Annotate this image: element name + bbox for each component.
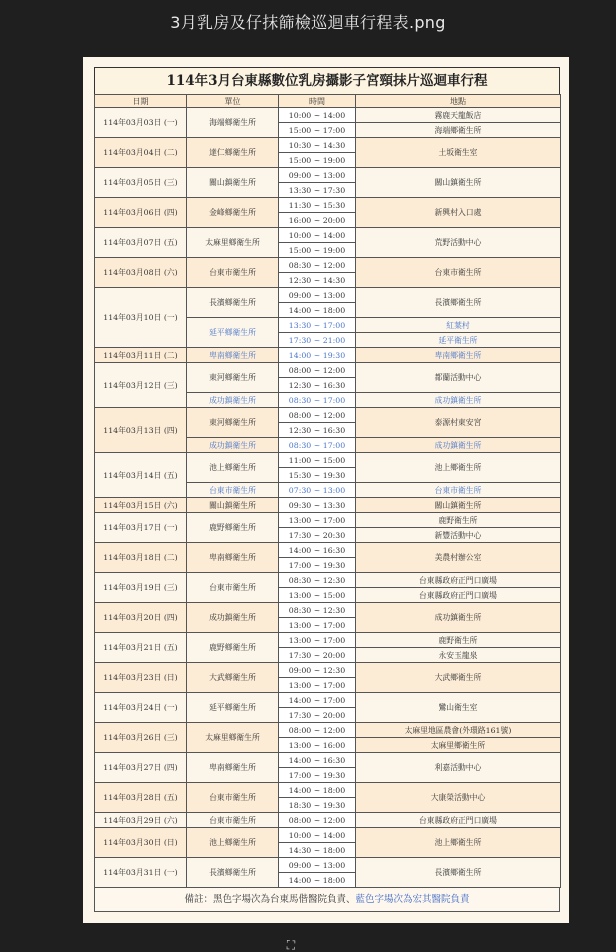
table-row <box>95 258 561 273</box>
place-cell: 海端鄉衛生所 <box>356 123 561 138</box>
table-row <box>95 693 561 708</box>
date-cell: 114年03月29日 (六) <box>95 813 187 828</box>
time-cell: 07:30 ~ 13:00 <box>279 483 356 498</box>
time-cell: 08:30 ~ 17:00 <box>279 393 356 408</box>
table-header-row <box>95 95 561 108</box>
unit-cell: 台東市衛生所 <box>187 573 279 603</box>
time-cell: 08:30 ~ 17:00 <box>279 438 356 453</box>
place-cell: 池上鄉衛生所 <box>356 828 561 858</box>
date-cell: 114年03月14日 (五) <box>95 453 187 498</box>
unit-cell: 卑南鄉衛生所 <box>187 543 279 573</box>
time-cell: 17:30 ~ 20:30 <box>279 528 356 543</box>
time-cell: 10:00 ~ 14:00 <box>279 828 356 843</box>
place-cell: 台東市衛生所 <box>356 258 561 288</box>
place-cell: 土坂衛生室 <box>356 138 561 168</box>
date-cell: 114年03月03日 (一) <box>95 108 187 138</box>
date-cell: 114年03月28日 (五) <box>95 783 187 813</box>
place-cell: 紅葉村 <box>356 318 561 333</box>
unit-cell: 大武鄉衛生所 <box>187 663 279 693</box>
date-cell: 114年03月30日 (日) <box>95 828 187 858</box>
date-cell: 114年03月10日 (一) <box>95 288 187 348</box>
place-cell: 太麻里地區農會(外環路161號) <box>356 723 561 738</box>
place-cell: 成功鎮衛生所 <box>356 603 561 633</box>
unit-cell: 金峰鄉衛生所 <box>187 198 279 228</box>
time-cell: 11:30 ~ 15:30 <box>279 198 356 213</box>
date-cell: 114年03月05日 (三) <box>95 168 187 198</box>
unit-cell: 關山鎮衛生所 <box>187 498 279 513</box>
table-row <box>95 198 561 213</box>
table-row <box>95 603 561 618</box>
table-row <box>95 858 561 873</box>
table-row <box>95 408 561 423</box>
place-cell: 霧鹿天龍飯店 <box>356 108 561 123</box>
time-cell: 14:00 ~ 16:30 <box>279 543 356 558</box>
header-date: 日期 <box>95 95 187 108</box>
table-row <box>95 498 561 513</box>
unit-cell: 達仁鄉衛生所 <box>187 138 279 168</box>
image-filename: 3月乳房及仔抹篩檢巡迴車行程表.png <box>170 13 446 32</box>
time-cell: 08:00 ~ 12:00 <box>279 408 356 423</box>
date-cell: 114年03月07日 (五) <box>95 228 187 258</box>
schedule-title: 114年3月台東縣數位乳房攝影子宮頸抹片巡迴車行程 <box>94 67 560 94</box>
place-cell: 台東縣政府正門口廣場 <box>356 573 561 588</box>
place-cell: 都蘭活動中心 <box>356 363 561 393</box>
time-cell: 14:00 ~ 17:00 <box>279 693 356 708</box>
unit-cell: 成功鎮衛生所 <box>187 603 279 633</box>
time-cell: 14:30 ~ 18:00 <box>279 843 356 858</box>
date-cell: 114年03月11日 (二) <box>95 348 187 363</box>
place-cell: 鹿野衛生所 <box>356 633 561 648</box>
place-cell: 永安玉龍泉 <box>356 648 561 663</box>
time-cell: 13:00 ~ 17:00 <box>279 513 356 528</box>
unit-cell: 台東市衛生所 <box>187 813 279 828</box>
time-cell: 17:30 ~ 20:00 <box>279 708 356 723</box>
table-row <box>95 573 561 588</box>
time-cell: 14:00 ~ 18:00 <box>279 873 356 888</box>
date-cell: 114年03月17日 (一) <box>95 513 187 543</box>
time-cell: 09:00 ~ 13:00 <box>279 288 356 303</box>
table-row <box>95 348 561 363</box>
time-cell: 13:00 ~ 17:00 <box>279 618 356 633</box>
unit-cell: 長濱鄉衛生所 <box>187 858 279 888</box>
unit-cell: 延平鄉衛生所 <box>187 693 279 723</box>
unit-cell: 長濱鄉衛生所 <box>187 288 279 318</box>
place-cell: 卑南鄉衛生所 <box>356 348 561 363</box>
table-row <box>95 633 561 648</box>
time-cell: 18:30 ~ 19:30 <box>279 798 356 813</box>
schedule-table <box>94 94 561 888</box>
unit-cell: 東河鄉衛生所 <box>187 408 279 438</box>
date-cell: 114年03月12日 (三) <box>95 363 187 408</box>
time-cell: 15:00 ~ 19:00 <box>279 243 356 258</box>
table-row <box>95 228 561 243</box>
time-cell: 14:00 ~ 18:00 <box>279 303 356 318</box>
time-cell: 08:00 ~ 12:00 <box>279 813 356 828</box>
table-row <box>95 828 561 843</box>
unit-cell: 台東市衛生所 <box>187 483 279 498</box>
table-row <box>95 513 561 528</box>
place-cell: 台東縣政府正門口廣場 <box>356 588 561 603</box>
table-row <box>95 168 561 183</box>
place-cell: 長濱鄉衛生所 <box>356 288 561 318</box>
unit-cell: 池上鄉衛生所 <box>187 453 279 483</box>
time-cell: 13:00 ~ 17:00 <box>279 678 356 693</box>
time-cell: 17:00 ~ 19:30 <box>279 558 356 573</box>
time-cell: 10:00 ~ 14:00 <box>279 108 356 123</box>
time-cell: 13:00 ~ 17:00 <box>279 633 356 648</box>
place-cell: 成功鎮衛生所 <box>356 393 561 408</box>
time-cell: 17:00 ~ 19:30 <box>279 768 356 783</box>
unit-cell: 延平鄉衛生所 <box>187 318 279 348</box>
unit-cell: 池上鄉衛生所 <box>187 828 279 858</box>
unit-cell: 太麻里鄉衛生所 <box>187 723 279 753</box>
time-cell: 13:00 ~ 16:00 <box>279 738 356 753</box>
time-cell: 08:00 ~ 12:00 <box>279 723 356 738</box>
time-cell: 08:30 ~ 12:30 <box>279 603 356 618</box>
unit-cell: 東河鄉衛生所 <box>187 363 279 393</box>
table-row <box>95 363 561 378</box>
footnote-black: 備註：黑色字場次為台東馬偕醫院負責、 <box>184 894 356 905</box>
place-cell: 成功鎮衛生所 <box>356 438 561 453</box>
place-cell: 荒野活動中心 <box>356 228 561 258</box>
header-unit: 單位 <box>187 95 279 108</box>
date-cell: 114年03月15日 (六) <box>95 498 187 513</box>
time-cell: 17:30 ~ 21:00 <box>279 333 356 348</box>
place-cell: 新興村入口處 <box>356 198 561 228</box>
date-cell: 114年03月19日 (三) <box>95 573 187 603</box>
table-row <box>95 138 561 153</box>
place-cell: 大康榮活動中心 <box>356 783 561 813</box>
time-cell: 12:30 ~ 14:30 <box>279 273 356 288</box>
time-cell: 10:30 ~ 14:30 <box>279 138 356 153</box>
time-cell: 15:30 ~ 19:30 <box>279 468 356 483</box>
time-cell: 09:00 ~ 13:00 <box>279 168 356 183</box>
date-cell: 114年03月04日 (二) <box>95 138 187 168</box>
time-cell: 12:30 ~ 16:30 <box>279 378 356 393</box>
time-cell: 08:30 ~ 12:30 <box>279 573 356 588</box>
date-cell: 114年03月06日 (四) <box>95 198 187 228</box>
unit-cell: 鹿野鄉衛生所 <box>187 633 279 663</box>
place-cell: 關山鎮衛生所 <box>356 498 561 513</box>
footnote-blue: 藍色字場次為宏其醫院負責 <box>355 894 470 905</box>
place-cell: 池上鄉衛生所 <box>356 453 561 483</box>
table-row <box>95 813 561 828</box>
table-row <box>95 108 561 123</box>
table-row <box>95 723 561 738</box>
place-cell: 台東市衛生所 <box>356 483 561 498</box>
time-cell: 08:00 ~ 12:00 <box>279 363 356 378</box>
date-cell: 114年03月20日 (四) <box>95 603 187 633</box>
date-cell: 114年03月23日 (日) <box>95 663 187 693</box>
time-cell: 09:00 ~ 12:30 <box>279 663 356 678</box>
place-cell: 鸞山衛生室 <box>356 693 561 723</box>
date-cell: 114年03月27日 (四) <box>95 753 187 783</box>
date-cell: 114年03月31日 (一) <box>95 858 187 888</box>
time-cell: 14:00 ~ 16:30 <box>279 753 356 768</box>
unit-cell: 台東市衛生所 <box>187 258 279 288</box>
date-cell: 114年03月21日 (五) <box>95 633 187 663</box>
place-cell: 延平衛生所 <box>356 333 561 348</box>
time-cell: 11:00 ~ 15:00 <box>279 453 356 468</box>
unit-cell: 關山鎮衛生所 <box>187 168 279 198</box>
place-cell: 大武鄉衛生所 <box>356 663 561 693</box>
time-cell: 10:00 ~ 14:00 <box>279 228 356 243</box>
table-row <box>95 543 561 558</box>
schedule-body <box>95 108 561 888</box>
place-cell: 利嘉活動中心 <box>356 753 561 783</box>
place-cell: 鹿野衛生所 <box>356 513 561 528</box>
unit-cell: 鹿野鄉衛生所 <box>187 513 279 543</box>
unit-cell: 卑南鄉衛生所 <box>187 348 279 363</box>
unit-cell: 成功鎮衛生所 <box>187 438 279 453</box>
place-cell: 泰源村東安宮 <box>356 408 561 438</box>
date-cell: 114年03月08日 (六) <box>95 258 187 288</box>
time-cell: 13:00 ~ 15:00 <box>279 588 356 603</box>
time-cell: 15:00 ~ 19:00 <box>279 153 356 168</box>
table-row <box>95 783 561 798</box>
table-row <box>95 753 561 768</box>
place-cell: 台東縣政府正門口廣場 <box>356 813 561 828</box>
unit-cell: 太麻里鄉衛生所 <box>187 228 279 258</box>
time-cell: 17:30 ~ 20:00 <box>279 648 356 663</box>
place-cell: 長濱鄉衛生所 <box>356 858 561 888</box>
place-cell: 關山鎮衛生所 <box>356 168 561 198</box>
unit-cell: 卑南鄉衛生所 <box>187 753 279 783</box>
time-cell: 09:00 ~ 13:00 <box>279 858 356 873</box>
place-cell: 太麻里鄉衛生所 <box>356 738 561 753</box>
footnote <box>94 888 560 912</box>
schedule-image <box>83 57 569 923</box>
place-cell: 新豐活動中心 <box>356 528 561 543</box>
header-time: 時間 <box>279 95 356 108</box>
date-cell: 114年03月13日 (四) <box>95 408 187 453</box>
table-row <box>95 453 561 468</box>
time-cell: 15:00 ~ 17:00 <box>279 123 356 138</box>
header-place: 地點 <box>356 95 561 108</box>
time-cell: 13:30 ~ 17:00 <box>279 318 356 333</box>
time-cell: 13:30 ~ 17:30 <box>279 183 356 198</box>
date-cell: 114年03月18日 (二) <box>95 543 187 573</box>
time-cell: 14:00 ~ 18:00 <box>279 783 356 798</box>
place-cell: 美農村辦公室 <box>356 543 561 573</box>
unit-cell: 成功鎮衛生所 <box>187 393 279 408</box>
time-cell: 12:30 ~ 16:30 <box>279 423 356 438</box>
date-cell: 114年03月26日 (三) <box>95 723 187 753</box>
table-row <box>95 663 561 678</box>
date-cell: 114年03月24日 (一) <box>95 693 187 723</box>
time-cell: 09:30 ~ 13:30 <box>279 498 356 513</box>
table-row <box>95 288 561 303</box>
unit-cell: 台東市衛生所 <box>187 783 279 813</box>
unit-cell: 海端鄉衛生所 <box>187 108 279 138</box>
time-cell: 16:00 ~ 20:00 <box>279 213 356 228</box>
time-cell: 08:30 ~ 12:00 <box>279 258 356 273</box>
expand-icon[interactable]: ⛶ <box>286 938 296 952</box>
time-cell: 14:00 ~ 19:30 <box>279 348 356 363</box>
